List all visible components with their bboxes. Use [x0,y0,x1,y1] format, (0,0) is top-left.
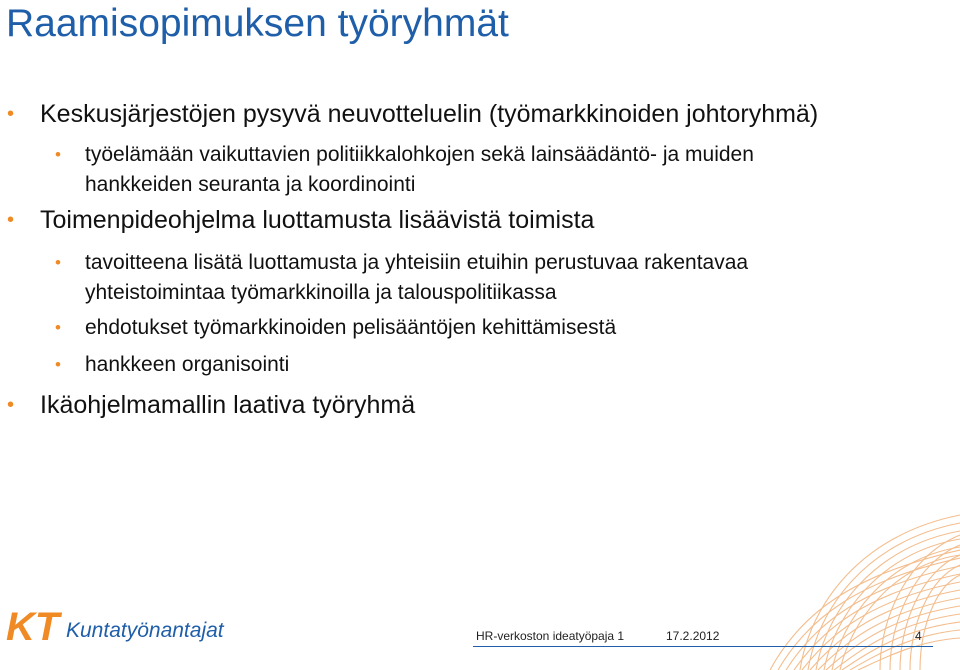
bullet-text: tavoitteena lisätä luottamusta ja yhteisiin etuihin perustuvaa rakentavaa [85,251,749,274]
bullet-icon: • [55,355,61,374]
bullet-item [55,248,749,278]
bullet-text: yhteistoimintaa työmarkkinoilla ja talouspolitiikassa [85,281,557,304]
bullet-icon: • [55,253,61,272]
footer-event: HR-verkoston ideatyöpaja 1 [476,629,625,643]
footer-page-number: 4 [915,629,922,643]
bullet-text: työelämään vaikuttavien politiikkalohkojen sekä lainsäädäntö- ja muiden [85,143,754,166]
bullet-icon: • [7,209,15,231]
logo-mark: KT [6,605,60,649]
bullet-text: ehdotukset työmarkkinoiden pelisääntöjen kehittämisestä [85,316,617,339]
bullet-continuation [85,170,415,200]
bullet-text: hankkeiden seuranta ja koordinointi [85,173,416,196]
bullet-icon: • [7,103,15,125]
bullet-icon: • [7,394,15,416]
footer-divider [473,646,933,647]
slide-title: Raamisopimuksen työryhmät [6,2,509,45]
bullet-item [55,313,617,343]
bullet-item [7,390,416,420]
bullet-item [7,205,595,235]
bullet-text: Toimenpideohjelma luottamusta lisäävistä toimista [40,206,595,234]
bullet-text: Keskusjärjestöjen pysyvä neuvotteluelin (työmarkkinoiden johtoryhmä) [40,100,819,128]
bullet-icon: • [55,145,61,164]
bullet-continuation [85,278,557,308]
bullet-text: Ikäohjelmamallin laativa työryhmä [40,391,416,419]
bullet-item [55,140,754,170]
decorative-wave-lines [760,495,960,670]
bullet-item [7,99,819,129]
logo-text: Kuntatyönantajat [66,619,224,642]
bullet-text: hankkeen organisointi [85,353,290,376]
footer-date: 17.2.2012 [666,629,720,643]
bullet-item [55,350,290,380]
bullet-icon: • [55,318,61,337]
